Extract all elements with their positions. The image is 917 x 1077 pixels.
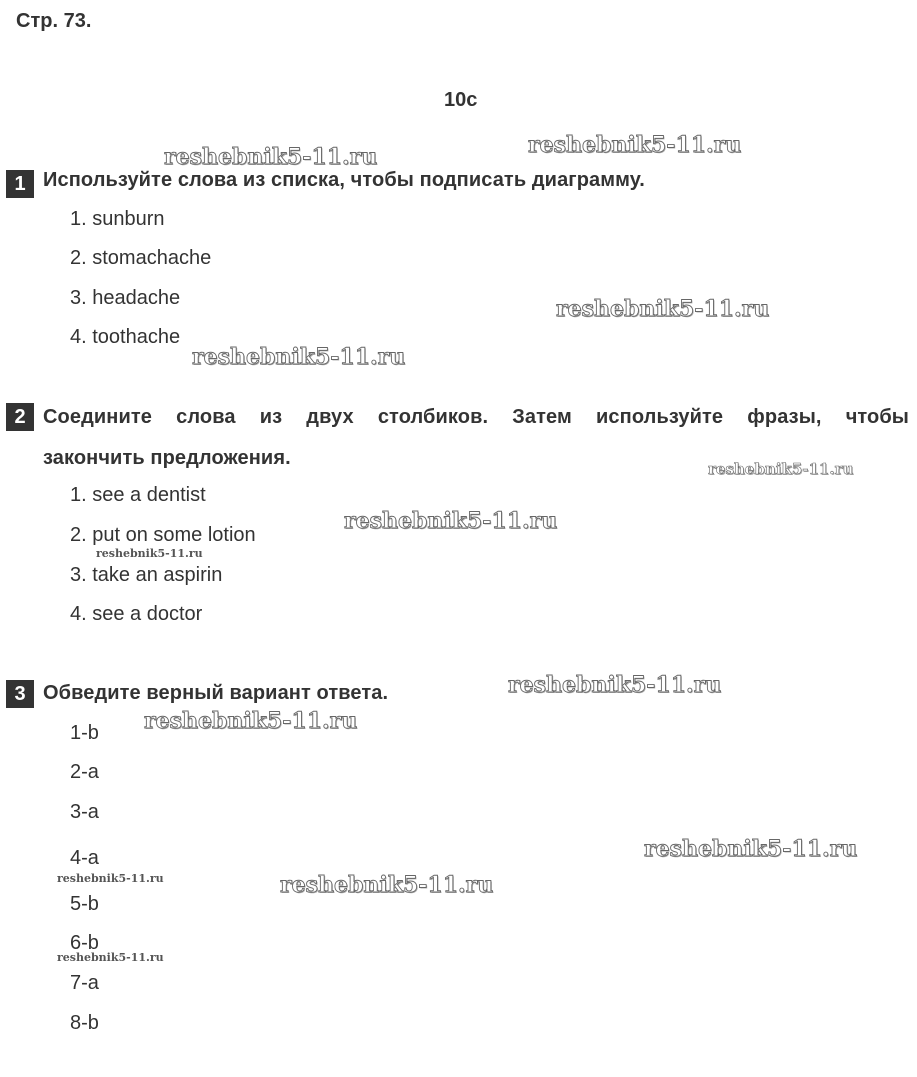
watermark: reshebnik5-11.ru	[164, 144, 378, 170]
watermark: reshebnik5-11.ru	[144, 708, 358, 734]
watermark: reshebnik5-11.ru	[556, 296, 770, 322]
answer-item: 7-a	[70, 972, 99, 994]
watermark: reshebnik5-11.ru	[57, 951, 164, 964]
answer-item: 4-a	[70, 847, 99, 869]
watermark: reshebnik5-11.ru	[192, 344, 406, 370]
watermark: reshebnik5-11.ru	[644, 836, 858, 862]
exercise-2-heading-line-2: закончить предложения.	[43, 447, 291, 469]
exercise-number-2: 2	[6, 403, 34, 431]
answer-item: 6-b	[70, 932, 99, 954]
list-item: 4. see a doctor	[70, 603, 203, 625]
answer-item: 3-a	[70, 801, 99, 823]
watermark: reshebnik5-11.ru	[96, 547, 203, 560]
answer-item: 8-b	[70, 1012, 99, 1034]
answer-item: 1-b	[70, 722, 99, 744]
watermark: reshebnik5-11.ru	[708, 460, 854, 478]
lesson-title: 10c	[444, 89, 478, 111]
list-item: 4. toothache	[70, 326, 181, 348]
exercise-1-heading: Используйте слова из списка, чтобы подписать диаграмму.	[43, 169, 645, 191]
watermark: reshebnik5-11.ru	[280, 872, 494, 898]
exercise-3-heading: Обведите верный вариант ответа.	[43, 682, 389, 704]
watermark: reshebnik5-11.ru	[528, 132, 742, 158]
answer-item: 2-a	[70, 761, 99, 783]
exercise-number-3: 3	[6, 680, 34, 708]
watermark: reshebnik5-11.ru	[508, 672, 722, 698]
list-item: 1. see a dentist	[70, 484, 206, 506]
list-item: 3. headache	[70, 287, 181, 309]
watermark: reshebnik5-11.ru	[344, 508, 558, 534]
list-item: 2. put on some lotion	[70, 524, 256, 546]
page-number: Стр. 73.	[16, 10, 92, 32]
list-item: 2. stomachache	[70, 247, 212, 269]
watermark: reshebnik5-11.ru	[57, 872, 164, 885]
list-item: 3. take an aspirin	[70, 564, 223, 586]
exercise-2-heading-line-1: Соедините слова из двух столбиков. Затем используйте фразы, чтобы	[43, 406, 909, 428]
answer-item: 5-b	[70, 893, 99, 915]
list-item: 1. sunburn	[70, 208, 165, 230]
exercise-number-1: 1	[6, 170, 34, 198]
